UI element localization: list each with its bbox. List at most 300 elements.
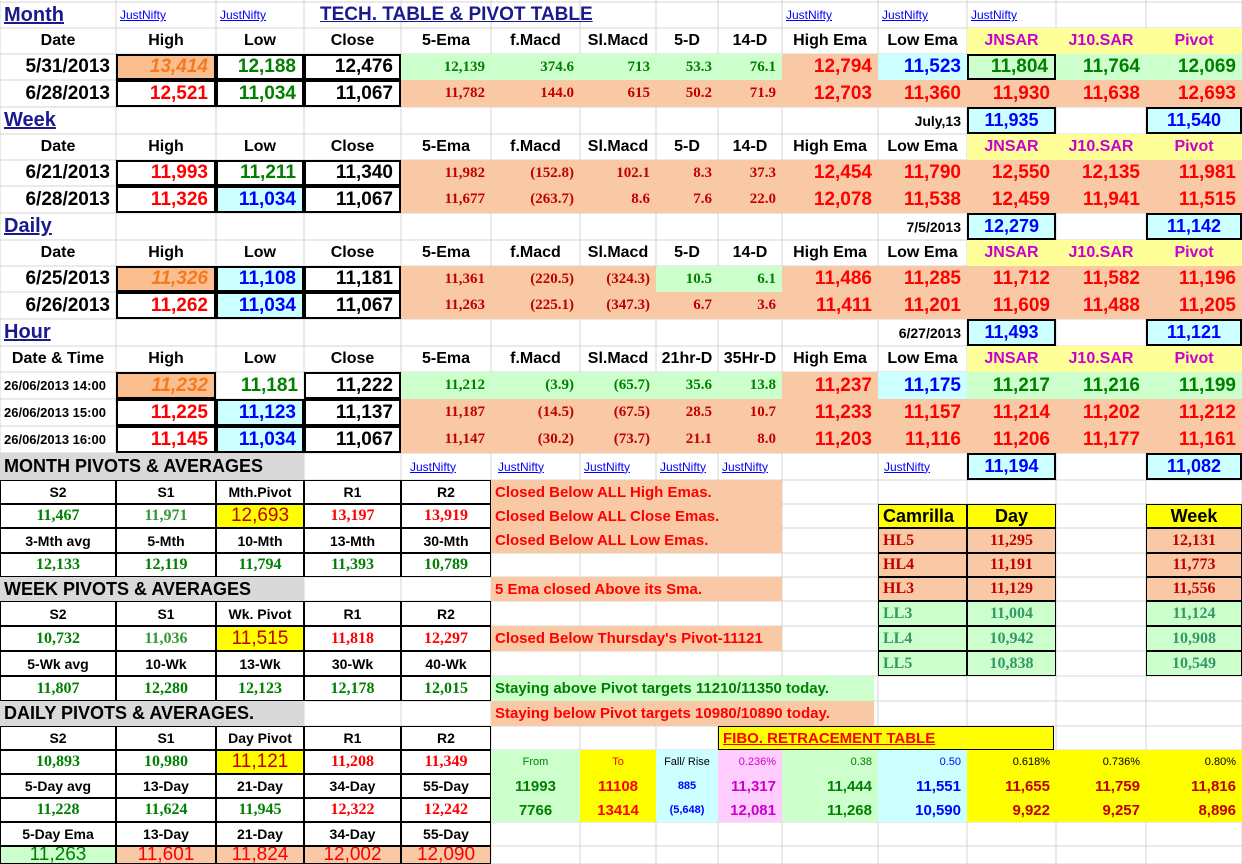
date-cell[interactable]: 6/26/2013 — [25, 294, 110, 316]
value-cell[interactable]: 8.0 — [718, 426, 782, 453]
value-cell[interactable]: 28.5 — [656, 399, 718, 426]
column-header[interactable]: Date — [40, 138, 76, 155]
value-cell[interactable]: 50.2 — [656, 80, 718, 107]
column-header[interactable]: 5-D — [674, 138, 700, 155]
justnifty-link[interactable]: JustNifty — [220, 8, 267, 22]
value-cell[interactable]: 8.6 — [580, 186, 656, 213]
value-cell[interactable]: 11,145 — [116, 426, 216, 453]
value-cell[interactable]: 11,232 — [116, 372, 216, 399]
column-header[interactable]: Date — [40, 244, 76, 261]
forecast-jnsar[interactable]: 11,493 — [967, 319, 1056, 346]
value-cell[interactable]: 11,981 — [1146, 160, 1242, 186]
value-cell[interactable]: 76.1 — [718, 54, 782, 80]
value-cell[interactable]: 11,233 — [782, 399, 878, 426]
value-cell[interactable]: 12,794 — [782, 54, 878, 80]
value-cell[interactable]: 22.0 — [718, 186, 782, 213]
pivot-cell[interactable]: S1 — [116, 601, 216, 626]
value-cell[interactable]: 11,157 — [878, 399, 967, 426]
justnifty-link[interactable]: JustNifty — [882, 8, 929, 22]
value-cell[interactable]: 11,677 — [401, 186, 491, 213]
pivot-cell[interactable]: 11,515 — [216, 626, 304, 651]
forecast-jnsar[interactable]: 11,194 — [967, 453, 1056, 480]
pivot-cell[interactable]: 10,789 — [401, 553, 491, 577]
value-cell[interactable]: 11,764 — [1056, 54, 1146, 80]
pivot-cell[interactable]: 11,467 — [0, 504, 116, 528]
value-cell[interactable]: (347.3) — [580, 292, 656, 319]
forecast-pivot[interactable]: 11,540 — [1146, 107, 1242, 134]
value-cell[interactable]: 11,216 — [1056, 372, 1146, 399]
pivot-cell[interactable]: S1 — [116, 726, 216, 750]
column-header[interactable]: High Ema — [793, 138, 867, 155]
pivot-cell[interactable]: 55-Day — [401, 822, 491, 846]
pivot-cell[interactable]: 5-Day Ema — [0, 822, 116, 846]
pivot-cell[interactable]: 30-Mth — [401, 528, 491, 553]
column-header[interactable]: Low Ema — [887, 138, 958, 155]
fibo-cell[interactable]: 10,590 — [878, 798, 967, 822]
pivot-cell[interactable]: R1 — [304, 726, 401, 750]
date-cell[interactable]: 5/31/2013 — [25, 56, 110, 77]
column-header[interactable]: f.Macd — [510, 244, 561, 261]
value-cell[interactable]: 12,521 — [116, 80, 216, 107]
date-cell[interactable]: 6/25/2013 — [25, 268, 110, 289]
value-cell[interactable]: 11,523 — [878, 54, 967, 80]
column-header[interactable]: Sl.Macd — [587, 138, 649, 155]
column-header[interactable]: Close — [330, 350, 375, 367]
fibo-cell[interactable]: 0.80% — [1146, 750, 1242, 774]
pivot-cell[interactable]: 13,197 — [304, 504, 401, 528]
value-cell[interactable]: 11,175 — [878, 372, 967, 399]
camrilla-week-value[interactable]: 10,908 — [1146, 626, 1242, 651]
forecast-date[interactable]: 7/5/2013 — [906, 218, 961, 235]
column-header[interactable]: High Ema — [793, 244, 867, 261]
justnifty-link[interactable]: JustNifty — [786, 8, 833, 22]
pivot-cell[interactable]: 12,119 — [116, 553, 216, 577]
value-cell[interactable]: 102.1 — [580, 160, 656, 186]
fibo-cell[interactable]: 11108 — [580, 774, 656, 798]
value-cell[interactable]: 10.7 — [718, 399, 782, 426]
fibo-cell[interactable]: 11993 — [491, 774, 580, 798]
forecast-pivot[interactable]: 11,082 — [1146, 453, 1242, 480]
value-cell[interactable]: 11,212 — [1146, 399, 1242, 426]
value-cell[interactable]: 11,609 — [967, 292, 1056, 319]
column-header[interactable]: Date — [40, 32, 76, 49]
value-cell[interactable]: 35.6 — [656, 372, 718, 399]
pivot-cell[interactable]: 12,280 — [116, 676, 216, 701]
justnifty-link[interactable]: JustNifty — [120, 8, 167, 22]
value-cell[interactable]: 11,225 — [116, 399, 216, 426]
column-header[interactable]: Low Ema — [887, 244, 958, 261]
forecast-pivot[interactable]: 11,142 — [1146, 213, 1242, 240]
justnifty-link[interactable]: JustNifty — [722, 459, 769, 474]
column-header[interactable]: 14-D — [732, 138, 768, 155]
pivot-cell[interactable]: 12,242 — [401, 798, 491, 822]
signal-message[interactable]: Closed Below ALL Low Emas. — [491, 528, 782, 553]
value-cell[interactable]: 11,147 — [401, 426, 491, 453]
value-cell[interactable]: 21.1 — [656, 426, 718, 453]
pivot-cell[interactable]: R2 — [401, 726, 491, 750]
camrilla-level[interactable]: HL3 — [878, 577, 967, 601]
column-header[interactable]: J10.SAR — [1056, 134, 1146, 160]
justnifty-link[interactable]: JustNifty — [584, 459, 631, 474]
camrilla-day-value[interactable]: 11,191 — [967, 553, 1056, 577]
pivot-cell[interactable]: 13-Wk — [216, 651, 304, 676]
column-header[interactable]: Pivot — [1146, 346, 1242, 372]
fibo-cell[interactable]: 0.38 — [782, 750, 878, 774]
column-header[interactable]: Pivot — [1146, 28, 1242, 54]
pivot-cell[interactable]: 12,123 — [216, 676, 304, 701]
value-cell[interactable]: 11,206 — [967, 426, 1056, 453]
value-cell[interactable]: 12,550 — [967, 160, 1056, 186]
value-cell[interactable]: 71.9 — [718, 80, 782, 107]
pivot-cell[interactable]: 11,818 — [304, 626, 401, 651]
column-header[interactable]: Low Ema — [887, 32, 958, 49]
value-cell[interactable]: (263.7) — [491, 186, 580, 213]
pivot-cell[interactable]: 13,919 — [401, 504, 491, 528]
fibo-cell[interactable]: 12,081 — [718, 798, 782, 822]
value-cell[interactable]: 12,454 — [782, 160, 878, 186]
value-cell[interactable]: 11,177 — [1056, 426, 1146, 453]
fibo-cell[interactable]: 11,317 — [718, 774, 782, 798]
column-header[interactable]: Low — [244, 244, 276, 261]
section-title-daily-pivots[interactable]: DAILY PIVOTS & AVERAGES. — [0, 701, 304, 726]
pivot-cell[interactable]: 12,090 — [401, 846, 491, 864]
value-cell[interactable]: 11,067 — [304, 292, 401, 319]
value-cell[interactable]: 11,196 — [1146, 266, 1242, 292]
fibo-cell[interactable]: (5,648) — [656, 798, 718, 822]
value-cell[interactable]: 11,340 — [304, 160, 401, 186]
camrilla-level[interactable]: LL4 — [878, 626, 967, 651]
fibo-cell[interactable]: 7766 — [491, 798, 580, 822]
column-header[interactable]: High Ema — [793, 32, 867, 49]
camrilla-day[interactable]: Day — [967, 504, 1056, 528]
value-cell[interactable]: 12,135 — [1056, 160, 1146, 186]
column-header[interactable]: Close — [330, 244, 375, 261]
pivot-cell[interactable]: 12,322 — [304, 798, 401, 822]
fibo-cell[interactable]: From — [491, 750, 580, 774]
camrilla-title[interactable]: Camrilla — [878, 504, 967, 528]
value-cell[interactable]: 12,078 — [782, 186, 878, 213]
value-cell[interactable]: 11,067 — [304, 80, 401, 107]
value-cell[interactable]: 11,982 — [401, 160, 491, 186]
pivot-cell[interactable]: 11,263 — [0, 846, 116, 864]
justnifty-link[interactable]: JustNifty — [410, 459, 457, 474]
camrilla-week-value[interactable]: 11,773 — [1146, 553, 1242, 577]
value-cell[interactable]: 8.3 — [656, 160, 718, 186]
fibo-cell[interactable]: 0.618% — [967, 750, 1056, 774]
value-cell[interactable]: 11,116 — [878, 426, 967, 453]
column-header[interactable]: JNSAR — [967, 346, 1056, 372]
value-cell[interactable]: 11,034 — [216, 292, 304, 319]
column-header[interactable]: Low Ema — [887, 350, 958, 367]
forecast-date[interactable]: 6/27/2013 — [898, 324, 961, 341]
value-cell[interactable]: (152.8) — [491, 160, 580, 186]
value-cell[interactable]: 11,486 — [782, 266, 878, 292]
pivot-cell[interactable]: 12,133 — [0, 553, 116, 577]
value-cell[interactable]: 12,476 — [304, 54, 401, 80]
section-title-month[interactable]: Month — [4, 3, 64, 26]
value-cell[interactable]: 11,326 — [116, 266, 216, 292]
forecast-jnsar[interactable]: 12,279 — [967, 213, 1056, 240]
date-cell[interactable]: 26/06/2013 14:00 — [4, 378, 106, 393]
section-title-week[interactable]: Week — [4, 109, 56, 131]
value-cell[interactable]: 11,237 — [782, 372, 878, 399]
fibo-cell[interactable]: 11,268 — [782, 798, 878, 822]
justnifty-link[interactable]: JustNifty — [498, 459, 545, 474]
column-header[interactable]: Pivot — [1146, 240, 1242, 266]
fibo-cell[interactable]: 0.736% — [1056, 750, 1146, 774]
column-header[interactable]: f.Macd — [510, 32, 561, 49]
signal-message[interactable]: 5 Ema closed Above its Sma. — [491, 577, 782, 601]
column-header[interactable]: 5-D — [674, 32, 700, 49]
pivot-cell[interactable]: 55-Day — [401, 774, 491, 798]
pivot-cell[interactable]: 11,228 — [0, 798, 116, 822]
camrilla-day-value[interactable]: 11,295 — [967, 528, 1056, 553]
value-cell[interactable]: 12,459 — [967, 186, 1056, 213]
pivot-cell[interactable]: 13-Day — [116, 774, 216, 798]
pivot-cell[interactable]: S1 — [116, 480, 216, 504]
column-header[interactable]: 5-Ema — [421, 138, 471, 155]
column-header[interactable]: f.Macd — [510, 350, 561, 367]
fibo-cell[interactable]: 11,759 — [1056, 774, 1146, 798]
value-cell[interactable]: 11,202 — [1056, 399, 1146, 426]
justnifty-link[interactable]: JustNifty — [884, 459, 931, 474]
value-cell[interactable]: 12,703 — [782, 80, 878, 107]
column-header[interactable]: 14-D — [732, 32, 768, 49]
pivot-cell[interactable]: 3-Mth avg — [0, 528, 116, 553]
pivot-cell[interactable]: Wk. Pivot — [216, 601, 304, 626]
value-cell[interactable]: 374.6 — [491, 54, 580, 80]
value-cell[interactable]: (73.7) — [580, 426, 656, 453]
signal-message[interactable]: Closed Below ALL Close Emas. — [491, 504, 782, 528]
pivot-cell[interactable]: Mth.Pivot — [216, 480, 304, 504]
pivot-cell[interactable]: 11,601 — [116, 846, 216, 864]
value-cell[interactable]: 11,181 — [240, 374, 298, 396]
pivot-cell[interactable]: 13-Mth — [304, 528, 401, 553]
column-header[interactable]: JNSAR — [967, 134, 1056, 160]
value-cell[interactable]: 11,361 — [401, 266, 491, 292]
value-cell[interactable]: 11,034 — [216, 186, 304, 213]
value-cell[interactable]: 11,411 — [782, 292, 878, 319]
column-header[interactable]: 5-Ema — [421, 350, 471, 367]
value-cell[interactable]: 7.6 — [656, 186, 718, 213]
value-cell[interactable]: 11,203 — [782, 426, 878, 453]
value-cell[interactable]: 13,414 — [116, 54, 216, 80]
forecast-jnsar[interactable]: 11,935 — [967, 107, 1056, 134]
fibo-cell[interactable]: 11,655 — [967, 774, 1056, 798]
pivot-cell[interactable]: 11,208 — [304, 750, 401, 774]
column-header[interactable]: JNSAR — [967, 240, 1056, 266]
pivot-cell[interactable]: 12,297 — [401, 626, 491, 651]
column-header[interactable]: High Ema — [793, 350, 867, 367]
pivot-cell[interactable]: 12,015 — [401, 676, 491, 701]
column-header[interactable]: High — [148, 244, 184, 261]
value-cell[interactable]: 10.5 — [656, 266, 718, 292]
value-cell[interactable]: 11,161 — [1146, 426, 1242, 453]
signal-message[interactable]: Closed Below ALL High Emas. — [491, 480, 782, 504]
camrilla-week-value[interactable]: 12,131 — [1146, 528, 1242, 553]
pivot-cell[interactable]: S2 — [0, 601, 116, 626]
column-header[interactable]: Low — [244, 138, 276, 155]
value-cell[interactable]: 53.3 — [656, 54, 718, 80]
camrilla-level[interactable]: LL5 — [878, 651, 967, 676]
pivot-cell[interactable]: 12,693 — [216, 504, 304, 528]
column-header[interactable]: Close — [330, 32, 375, 49]
pivot-cell[interactable]: 10,893 — [0, 750, 116, 774]
value-cell[interactable]: 11,187 — [401, 399, 491, 426]
value-cell[interactable]: 11,108 — [216, 266, 304, 292]
fibo-cell[interactable]: 9,922 — [967, 798, 1056, 822]
value-cell[interactable]: 13.8 — [718, 372, 782, 399]
value-cell[interactable]: (225.1) — [491, 292, 580, 319]
camrilla-week[interactable]: Week — [1146, 504, 1242, 528]
value-cell[interactable]: 6.1 — [718, 266, 782, 292]
pivot-cell[interactable]: 30-Wk — [304, 651, 401, 676]
pivot-cell[interactable]: 10-Mth — [216, 528, 304, 553]
pivot-cell[interactable]: 12,178 — [304, 676, 401, 701]
section-title-hour[interactable]: Hour — [4, 321, 51, 343]
value-cell[interactable]: 11,067 — [304, 426, 401, 453]
camrilla-day-value[interactable]: 10,838 — [967, 651, 1056, 676]
camrilla-week-value[interactable]: 11,124 — [1146, 601, 1242, 626]
camrilla-day-value[interactable]: 10,942 — [967, 626, 1056, 651]
pivot-cell[interactable]: 11,121 — [216, 750, 304, 774]
value-cell[interactable]: (65.7) — [580, 372, 656, 399]
value-cell[interactable]: (324.3) — [580, 266, 656, 292]
value-cell[interactable]: 11,488 — [1056, 292, 1146, 319]
value-cell[interactable]: 37.3 — [718, 160, 782, 186]
camrilla-day-value[interactable]: 11,004 — [967, 601, 1056, 626]
pivot-cell[interactable]: 13-Day — [116, 822, 216, 846]
value-cell[interactable]: (14.5) — [491, 399, 580, 426]
forecast-pivot[interactable]: 11,121 — [1146, 319, 1242, 346]
value-cell[interactable]: 12,188 — [216, 54, 304, 80]
fibo-cell[interactable]: 885 — [656, 774, 718, 798]
value-cell[interactable]: 713 — [580, 54, 656, 80]
pivot-cell[interactable]: 5-Mth — [116, 528, 216, 553]
fibo-title[interactable]: FIBO. RETRACEMENT TABLE — [718, 726, 1054, 750]
value-cell[interactable]: 11,199 — [1146, 372, 1242, 399]
pivot-cell[interactable]: R2 — [401, 601, 491, 626]
value-cell[interactable]: 11,262 — [116, 292, 216, 319]
value-cell[interactable]: 11,941 — [1056, 186, 1146, 213]
value-cell[interactable]: 11,211 — [216, 160, 304, 186]
pivot-cell[interactable]: R1 — [304, 601, 401, 626]
pivot-cell[interactable]: 34-Day — [304, 822, 401, 846]
pivot-cell[interactable]: 34-Day — [304, 774, 401, 798]
fibo-cell[interactable]: 11,444 — [782, 774, 878, 798]
value-cell[interactable]: 11,067 — [304, 186, 401, 213]
fibo-cell[interactable]: 11,551 — [878, 774, 967, 798]
value-cell[interactable]: 11,034 — [216, 426, 304, 453]
forecast-date[interactable]: July,13 — [914, 112, 961, 129]
section-title-month-pivots[interactable]: MONTH PIVOTS & AVERAGES — [0, 453, 304, 480]
column-header[interactable]: Low — [244, 350, 276, 367]
column-header[interactable]: Pivot — [1146, 134, 1242, 160]
column-header[interactable]: 21hr-D — [661, 350, 713, 367]
pivot-cell[interactable]: 5-Wk avg — [0, 651, 116, 676]
section-title-daily[interactable]: Daily — [4, 215, 52, 237]
signal-message[interactable]: Staying above Pivot targets 11210/11350 today. — [491, 676, 874, 701]
pivot-cell[interactable]: 10,732 — [0, 626, 116, 651]
camrilla-week-value[interactable]: 11,556 — [1146, 577, 1242, 601]
column-header[interactable]: 14-D — [732, 244, 768, 261]
camrilla-week-value[interactable]: 10,549 — [1146, 651, 1242, 676]
value-cell[interactable]: 11,782 — [401, 80, 491, 107]
pivot-cell[interactable]: R2 — [401, 480, 491, 504]
camrilla-day-value[interactable]: 11,129 — [967, 577, 1056, 601]
value-cell[interactable]: 12,069 — [1146, 54, 1242, 80]
column-header[interactable]: Close — [330, 138, 375, 155]
column-header[interactable]: High — [148, 350, 184, 367]
camrilla-level[interactable]: HL4 — [878, 553, 967, 577]
pivot-cell[interactable]: S2 — [0, 480, 116, 504]
value-cell[interactable]: 11,222 — [304, 372, 401, 399]
camrilla-level[interactable]: HL5 — [878, 528, 967, 553]
value-cell[interactable]: 11,360 — [878, 80, 967, 107]
value-cell[interactable]: 11,212 — [401, 372, 491, 399]
value-cell[interactable]: 11,930 — [967, 80, 1056, 107]
value-cell[interactable]: (67.5) — [580, 399, 656, 426]
value-cell[interactable]: 11,790 — [878, 160, 967, 186]
value-cell[interactable]: (220.5) — [491, 266, 580, 292]
pivot-cell[interactable]: 10,980 — [116, 750, 216, 774]
value-cell[interactable]: 11,712 — [967, 266, 1056, 292]
fibo-cell[interactable]: 8,896 — [1146, 798, 1242, 822]
date-cell[interactable]: 6/21/2013 — [25, 162, 110, 183]
pivot-cell[interactable]: 11,036 — [116, 626, 216, 651]
fibo-cell[interactable]: 13414 — [580, 798, 656, 822]
value-cell[interactable]: 11,326 — [116, 186, 216, 213]
value-cell[interactable]: 11,181 — [304, 266, 401, 292]
pivot-cell[interactable]: Day Pivot — [216, 726, 304, 750]
fibo-cell[interactable]: To — [580, 750, 656, 774]
value-cell[interactable]: 11,034 — [216, 80, 304, 107]
justnifty-link[interactable]: JustNifty — [971, 8, 1018, 22]
column-header[interactable]: Date & Time — [11, 350, 105, 367]
date-cell[interactable]: 6/28/2013 — [25, 188, 110, 210]
value-cell[interactable]: 11,285 — [878, 266, 967, 292]
value-cell[interactable]: (3.9) — [491, 372, 580, 399]
pivot-cell[interactable]: 11,624 — [116, 798, 216, 822]
value-cell[interactable]: 11,217 — [967, 372, 1056, 399]
value-cell[interactable]: 11,538 — [878, 186, 967, 213]
value-cell[interactable]: 11,515 — [1146, 186, 1242, 213]
value-cell[interactable]: 11,123 — [216, 399, 304, 426]
column-header[interactable]: 5-Ema — [421, 244, 471, 261]
pivot-cell[interactable]: 5-Day avg — [0, 774, 116, 798]
value-cell[interactable]: 615 — [580, 80, 656, 107]
column-header[interactable]: J10.SAR — [1056, 28, 1146, 54]
pivot-cell[interactable]: 10-Wk — [116, 651, 216, 676]
pivot-cell[interactable]: 11,393 — [304, 553, 401, 577]
value-cell[interactable]: 12,139 — [401, 54, 491, 80]
fibo-cell[interactable]: 0.236% — [718, 750, 782, 774]
value-cell[interactable]: 11,993 — [116, 160, 216, 186]
fibo-cell[interactable]: 0.50 — [878, 750, 967, 774]
pivot-cell[interactable]: 11,971 — [116, 504, 216, 528]
value-cell[interactable]: 11,582 — [1056, 266, 1146, 292]
pivot-cell[interactable]: R1 — [304, 480, 401, 504]
value-cell[interactable]: 3.6 — [718, 292, 782, 319]
column-header[interactable]: Sl.Macd — [587, 32, 649, 49]
column-header[interactable]: High — [148, 32, 184, 49]
column-header[interactable]: High — [148, 138, 184, 155]
column-header[interactable]: 5-Ema — [421, 32, 471, 49]
pivot-cell[interactable]: 21-Day — [216, 774, 304, 798]
column-header[interactable]: Sl.Macd — [587, 350, 649, 367]
column-header[interactable]: J10.SAR — [1056, 346, 1146, 372]
value-cell[interactable]: 12,693 — [1146, 80, 1242, 107]
